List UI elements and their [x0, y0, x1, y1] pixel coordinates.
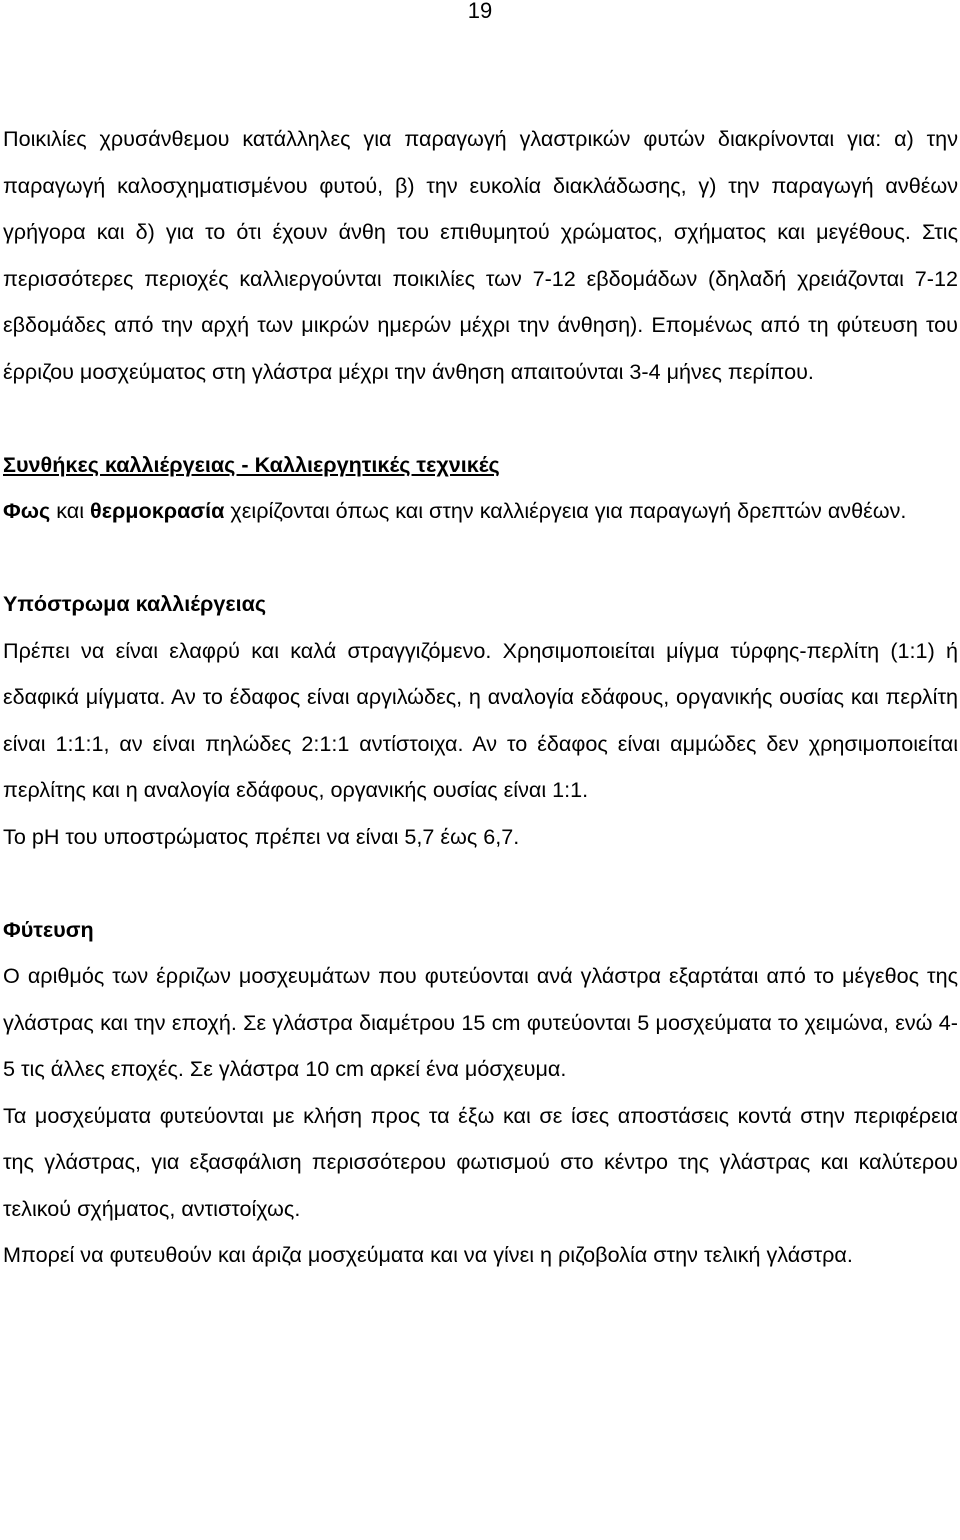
- document-body: [3, 116, 958, 1279]
- light-temperature-paragraph: [3, 488, 958, 535]
- section-heading-substrate: Υπόστρωμα καλλιέργειας: [3, 591, 267, 616]
- planting-paragraph-2: Τα μοσχεύματα φυτεύονται με κλήση προς τα έξω και σε ίσες αποστάσεις κοντά στην περιφέρεια της γλάστρας, για εξασφάλιση περισσότερου φωτισμού στο κέντρο της γλάστρας και καλύτερου τελικού σχήματος, αντιστοίχως.: [3, 1102, 958, 1221]
- spacer: [3, 860, 958, 907]
- bold-term-light: Φως: [3, 498, 51, 523]
- page-number: 19: [467, 0, 493, 23]
- spacer: [3, 395, 958, 442]
- spacer: [3, 535, 958, 582]
- connector-text: και: [50, 498, 91, 523]
- section-heading-cultivation-conditions: Συνθήκες καλλιέργειας - Καλλιεργητικές τεχνικές: [3, 451, 500, 477]
- substrate-paragraph: Πρέπει να είναι ελαφρύ και καλά στραγγιζόμενο. Χρησιμοποιείται μίγμα τύρφης-περλίτη (1:1) ή εδαφικά μίγματα. Αν το έδαφος είναι αργιλώδες, η αναλογία εδάφους, οργανικής ουσίας και περλίτη είναι 1:1:1, αν είναι πηλώδες 2:1:1 αντίστοιχα. Αν το έδαφος είναι αμμώδες δεν χρησιμοποιείται περλίτης και η αναλογία εδάφους, οργανικής ουσίας είναι 1:1.: [3, 637, 958, 802]
- intro-paragraph: Ποικιλίες χρυσάνθεμου κατάλληλες για παραγωγή γλαστρικών φυτών διακρίνονται για: α) την παραγωγή καλοσχηματισμένου φυτού, β) την ευκολία διακλάδωσης, γ) την παραγωγή ανθέων γρήγορα και δ) για το ότι έχουν άνθη του επιθυμητού χρώματος, σχήματος και μεγέθους. Στις περισσότερες περιοχές καλλιεργούνται ποικιλίες των 7-12 εβδομάδων (δηλαδή χρειάζονται 7-12 εβδομάδες από την αρχή των μικρών ημερών μέχρι την άνθηση). Επομένως από τη φύτευση του έρριζου μοσχεύματος στη γλάστρα μέχρι την άνθηση απαιτούνται 3-4 μήνες περίπου.: [3, 126, 958, 384]
- ph-paragraph: Το pH του υποστρώματος πρέπει να είναι 5,7 έως 6,7.: [3, 823, 520, 849]
- light-temperature-text: χειρίζονται όπως και στην καλλιέργεια για παραγωγή δρεπτών ανθέων.: [224, 498, 907, 523]
- bold-term-temperature: θερμοκρασία: [90, 498, 225, 523]
- planting-paragraph-1: Ο αριθμός των έρριζων μοσχευμάτων που φυτεύονται ανά γλάστρα εξαρτάται από το μέγεθος της γλάστρας και την εποχή. Σε γλάστρα διαμέτρου 15 cm φυτεύονται 5 μοσχεύματα το χειμώνα, ενώ 4-5 τις άλλες εποχές. Σε γλάστρα 10 cm αρκεί ένα μόσχευμα.: [3, 963, 958, 1081]
- planting-paragraph-3: Μπορεί να φυτευθούν και άριζα μοσχεύματα και να γίνει η ριζοβολία στην τελική γλάστρα.: [3, 1242, 853, 1267]
- section-heading-planting: Φύτευση: [3, 916, 94, 942]
